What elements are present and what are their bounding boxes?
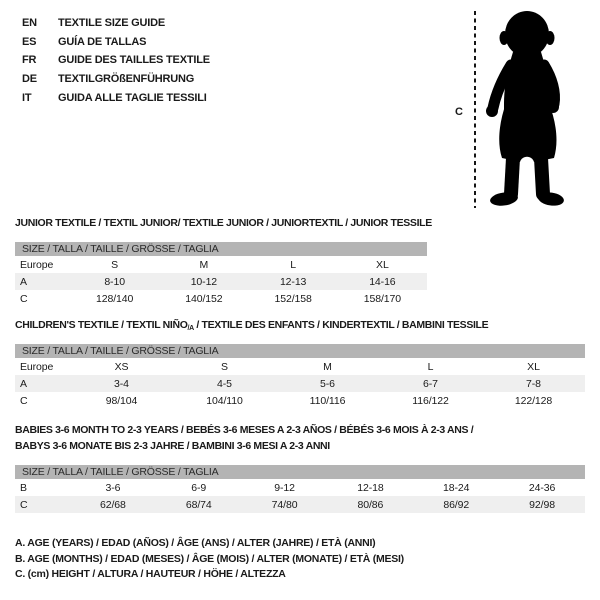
babies-section-heading-line1: BABIES 3-6 MONTH TO 2-3 YEARS / BEBÉS 3-6 MESES A 2-3 AÑOS / BÉBÉS 3-6 MOIS À 2-3 ANS / — [15, 424, 474, 436]
size-value: 62/68 — [70, 496, 156, 513]
table-row — [15, 375, 585, 392]
size-value: 128/140 — [95, 292, 134, 305]
language-code: EN — [22, 17, 37, 30]
size-value: 5-6 — [276, 375, 379, 392]
size-value: 14-16 — [338, 273, 427, 290]
size-value: 140/152 — [185, 292, 223, 305]
babies-size-bar: SIZE / TALLA / TAILLE / GRÖSSE / TAGLIA — [15, 465, 585, 479]
size-value: 68/74 — [156, 496, 242, 513]
babies-size-table — [15, 479, 585, 513]
size-value: 3-6 — [105, 481, 121, 494]
language-row — [22, 33, 210, 52]
table-row — [15, 496, 585, 513]
size-value: 8-10 — [70, 273, 159, 290]
size-value: 6-7 — [379, 375, 482, 392]
language-code: ES — [22, 35, 37, 48]
children-section-heading — [15, 319, 488, 332]
size-value: 74/80 — [242, 496, 328, 513]
table-row — [15, 290, 427, 307]
row-label: Europe — [20, 360, 54, 373]
size-value: 98/104 — [105, 394, 138, 407]
children-size-bar: SIZE / TALLA / TAILLE / GRÖSSE / TAGLIA — [15, 344, 585, 358]
size-value: XS — [114, 360, 129, 373]
language-row — [22, 14, 210, 33]
table-row — [15, 479, 585, 496]
language-code: DE — [22, 73, 37, 86]
children-size-table — [15, 358, 585, 409]
size-value: S — [221, 360, 228, 373]
size-value: 86/92 — [413, 496, 499, 513]
table-row — [15, 273, 427, 290]
row-label: B — [20, 481, 27, 494]
table-row — [15, 358, 585, 375]
row-label: A — [15, 273, 70, 290]
language-code: FR — [22, 54, 37, 67]
language-title: GUIDA ALLE TAGLIE TESSILI — [58, 91, 207, 104]
language-title: TEXTILE SIZE GUIDE — [58, 17, 166, 30]
size-value: XL — [527, 360, 540, 373]
children-heading-text: CHILDREN'S TEXTILE / TEXTIL NIÑO — [15, 319, 188, 331]
size-value: 122/128 — [514, 394, 553, 407]
language-row — [22, 51, 210, 70]
size-value: 9-12 — [274, 481, 295, 494]
size-value: 18-24 — [443, 481, 470, 494]
size-value: 6-9 — [191, 481, 207, 494]
height-measure-label: C — [455, 106, 463, 118]
language-title: GUÍA DE TALLAS — [58, 35, 147, 48]
size-value: L — [290, 258, 296, 271]
size-value: XL — [376, 258, 389, 271]
row-label: C — [15, 496, 70, 513]
language-list — [22, 14, 210, 107]
size-value: 7-8 — [482, 375, 585, 392]
size-value: 104/110 — [206, 394, 243, 407]
size-value: 10-12 — [159, 273, 248, 290]
children-heading-subscript: /A — [187, 325, 194, 332]
table-row — [15, 256, 427, 273]
baby-silhouette-icon — [480, 8, 578, 208]
size-value: 152/158 — [274, 292, 312, 305]
size-value: 92/98 — [499, 496, 585, 513]
size-value: 110/116 — [309, 394, 346, 407]
children-heading-text-cont: / TEXTILE DES ENFANTS / KINDERTEXTIL / BAMBINI TESSILE — [193, 319, 489, 331]
size-value: M — [323, 360, 332, 373]
footnote-list — [15, 537, 404, 584]
footnote: B. AGE (MONTHS) / EDAD (MESES) / ÂGE (MOIS) / ALTER (MONATE) / ETÀ (MESI) — [15, 552, 404, 565]
size-value: M — [199, 258, 209, 271]
junior-section-heading: JUNIOR TEXTILE / TEXTIL JUNIOR/ TEXTILE JUNIOR / JUNIORTEXTIL / JUNIOR TESSILE — [15, 217, 432, 229]
size-value: 3-4 — [70, 375, 173, 392]
size-value: 4-5 — [173, 375, 276, 392]
junior-size-bar: SIZE / TALLA / TAILLE / GRÖSSE / TAGLIA — [15, 242, 427, 256]
size-value: 116/122 — [412, 394, 449, 407]
height-measure-dashed-line — [474, 11, 476, 208]
size-value: L — [427, 360, 434, 373]
size-value: 12-18 — [357, 481, 384, 494]
language-title: TEXTILGRÖßENFÜHRUNG — [58, 73, 195, 86]
size-value: 80/86 — [327, 496, 413, 513]
row-label: A — [15, 375, 70, 392]
size-value: S — [111, 258, 119, 271]
language-row — [22, 88, 210, 107]
language-title: GUIDE DES TAILLES TEXTILE — [58, 54, 210, 67]
row-label: C — [20, 292, 28, 305]
babies-section-heading-line2: BABYS 3-6 MONATE BIS 2-3 JAHRE / BAMBINI 3-6 MESI A 2-3 ANNI — [15, 440, 330, 452]
language-code: IT — [22, 91, 32, 104]
size-value: 12-13 — [249, 273, 338, 290]
footnote: C. (cm) HEIGHT / ALTURA / HAUTEUR / HÖHE / ALTEZZA — [15, 568, 286, 580]
size-value: 158/170 — [363, 292, 401, 305]
row-label: Europe — [20, 258, 54, 271]
footnote: A. AGE (YEARS) / EDAD (AÑOS) / ÂGE (ANS) / ALTER (JAHRE) / ETÀ (ANNI) — [15, 537, 376, 549]
language-row — [22, 70, 210, 89]
junior-size-table — [15, 256, 427, 307]
table-row — [15, 392, 585, 409]
size-value: 24-36 — [528, 481, 556, 494]
row-label: C — [20, 394, 28, 407]
